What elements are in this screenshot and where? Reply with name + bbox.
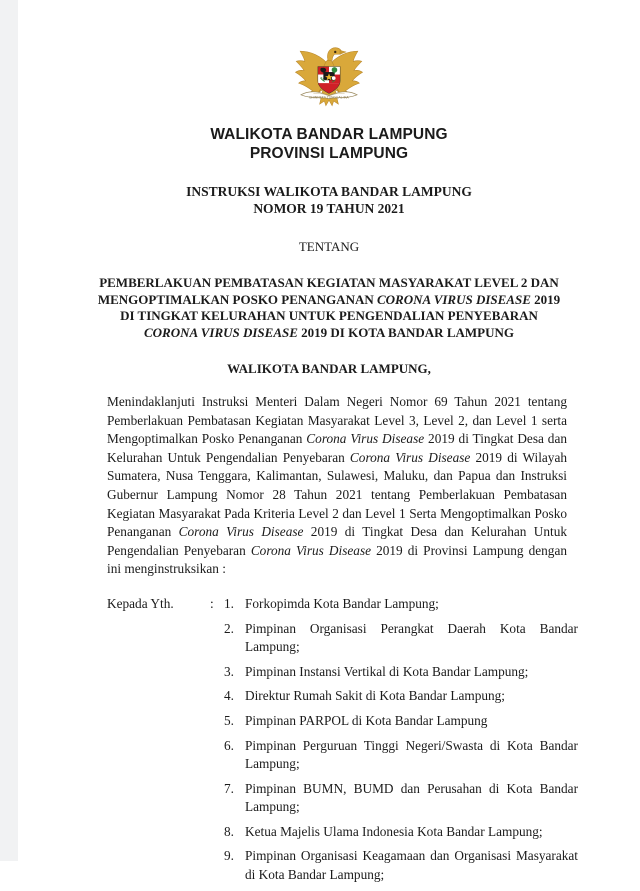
doc-title-line-1: INSTRUKSI WALIKOTA BANDAR LAMPUNG bbox=[186, 184, 472, 199]
svg-text:BHINNEKA TUNGGAL IKA: BHINNEKA TUNGGAL IKA bbox=[309, 95, 349, 100]
list-item-number: 3. bbox=[224, 663, 234, 679]
document-page bbox=[18, 0, 640, 883]
list-item bbox=[224, 712, 578, 731]
list-item-text: Pimpinan Organisasi Keagamaan dan Organisasi Masyarakat di Kota Bandar Lampung; bbox=[245, 848, 578, 883]
list-item-text: Pimpinan Organisasi Perangkat Daerah Kota Bandar Lampung; bbox=[245, 620, 578, 655]
list-item bbox=[224, 687, 578, 706]
subject-line-1-text: PEMBERLAKUAN PEMBATASAN KEGIATAN MASYARAKAT LEVEL 2 DAN bbox=[99, 275, 559, 290]
preamble-italic-2: Corona Virus Disease bbox=[349, 449, 471, 465]
org-heading-line-1: WALIKOTA BANDAR LAMPUNG bbox=[210, 126, 448, 143]
preamble-seg-1: Menindaklanjuti Instruksi Menteri Dalam Negeri Nomor 69 Tahun 2021 tentang Pemberlakuan Pembatasan Kegiatan Masyarakat Level 3, Level 2, dan Level 1 serta Mengoptimalkan Posko Penanganan bbox=[107, 394, 567, 447]
list-item bbox=[224, 620, 578, 657]
preamble-seg-2: 2019 di Tingkat Desa dan Kelurahan Untuk Pengendalian Penyebaran bbox=[107, 431, 567, 465]
list-item bbox=[224, 847, 578, 884]
subject-line-4-text-b: 2019 DI KOTA BANDAR LAMPUNG bbox=[297, 324, 514, 340]
list-item-number: 9. bbox=[224, 848, 234, 864]
list-item bbox=[224, 737, 578, 774]
doc-title-line-2: NOMOR 19 TAHUN 2021 bbox=[253, 201, 405, 216]
tentang-label: TENTANG bbox=[298, 239, 360, 254]
subject-line-4-italic: CORONA VIRUS DISEASE bbox=[144, 324, 298, 340]
list-item bbox=[224, 663, 578, 682]
signatory-heading: WALIKOTA BANDAR LAMPUNG, bbox=[227, 361, 431, 376]
recipients-block bbox=[18, 595, 640, 891]
list-item-text: Forkopimda Kota Bandar Lampung; bbox=[245, 595, 439, 611]
list-item-text: Pimpinan Perguruan Tinggi Negeri/Swasta di Kota Bandar Lampung; bbox=[245, 737, 578, 772]
document-number-heading bbox=[18, 183, 640, 217]
list-item-number: 7. bbox=[224, 780, 234, 796]
org-heading-line-2: PROVINSI LAMPUNG bbox=[249, 145, 409, 162]
body-block bbox=[18, 393, 640, 579]
subject-line-2-italic: CORONA VIRUS DISEASE bbox=[376, 291, 531, 307]
list-item-text: Ketua Majelis Ulama Indonesia Kota Bandar Lampung; bbox=[245, 823, 543, 839]
subject-line-3-text: DI TINGKAT KELURAHAN UNTUK PENGENDALIAN PENYEBARAN bbox=[120, 308, 538, 323]
preamble-italic-1: Corona Virus Disease bbox=[306, 431, 425, 447]
list-item-number: 5. bbox=[224, 712, 234, 728]
list-item-text: Pimpinan PARPOL di Kota Bandar Lampung bbox=[245, 712, 488, 728]
page-left-margin-strip bbox=[0, 0, 18, 861]
garuda-pancasila-emblem-icon bbox=[290, 34, 368, 112]
list-item-text: Pimpinan BUMN, BUMD dan Perusahan di Kota Bandar Lampung; bbox=[245, 780, 578, 815]
list-item bbox=[224, 823, 578, 842]
list-item bbox=[224, 780, 578, 817]
recipients-list bbox=[224, 595, 578, 891]
emblem-container bbox=[18, 0, 640, 117]
preamble-seg-4: 2019 di Tingkat Desa dan Kelurahan Untuk Pengendalian Penyebaran bbox=[107, 524, 567, 558]
list-item bbox=[224, 595, 578, 614]
list-item-number: 6. bbox=[224, 737, 234, 753]
subject-line-3 bbox=[46, 308, 612, 325]
preamble-italic-3: Corona Virus Disease bbox=[178, 524, 304, 540]
list-item-number: 8. bbox=[224, 823, 234, 839]
recipients-colon: : bbox=[210, 595, 214, 611]
list-item-text: Pimpinan Instansi Vertikal di Kota Bandar Lampung; bbox=[245, 663, 529, 679]
recipients-label: Kepada Yth. bbox=[107, 595, 174, 611]
subject-line-2 bbox=[46, 292, 612, 309]
subject-line-1 bbox=[46, 275, 612, 292]
preamble-italic-4: Corona Virus Disease bbox=[250, 542, 372, 558]
list-item-number: 4. bbox=[224, 688, 234, 704]
preamble-seg-3: 2019 di Wilayah Sumatera, Nusa Tenggara, Kalimantan, Sulawesi, Maluku, dan Papua dan Instruksi Gubernur Lampung Nomor 28 Tahun 2021 tentang Pemberlakuan Pembatasan Kegiatan Masyarakat Pada Kriteria Level 2 dan Level 1 Serta Mengoptimalkan Posko Penanganan bbox=[107, 449, 567, 540]
subject-line-2-text-a: MENGOPTIMALKAN POSKO PENANGANAN bbox=[97, 291, 377, 307]
list-item-number: 2. bbox=[224, 620, 234, 636]
list-item-text: Direktur Rumah Sakit di Kota Bandar Lampung; bbox=[245, 688, 505, 704]
subject-line-4 bbox=[46, 325, 612, 342]
page-title bbox=[18, 125, 640, 163]
subject-line-2-text-b: 2019 bbox=[530, 291, 561, 307]
list-item-number: 1. bbox=[224, 595, 234, 611]
document-subject bbox=[18, 275, 640, 341]
preamble-seg-5: 2019 di Provinsi Lampung dengan ini menginstruksikan : bbox=[107, 542, 568, 577]
preamble-paragraph bbox=[107, 393, 567, 579]
